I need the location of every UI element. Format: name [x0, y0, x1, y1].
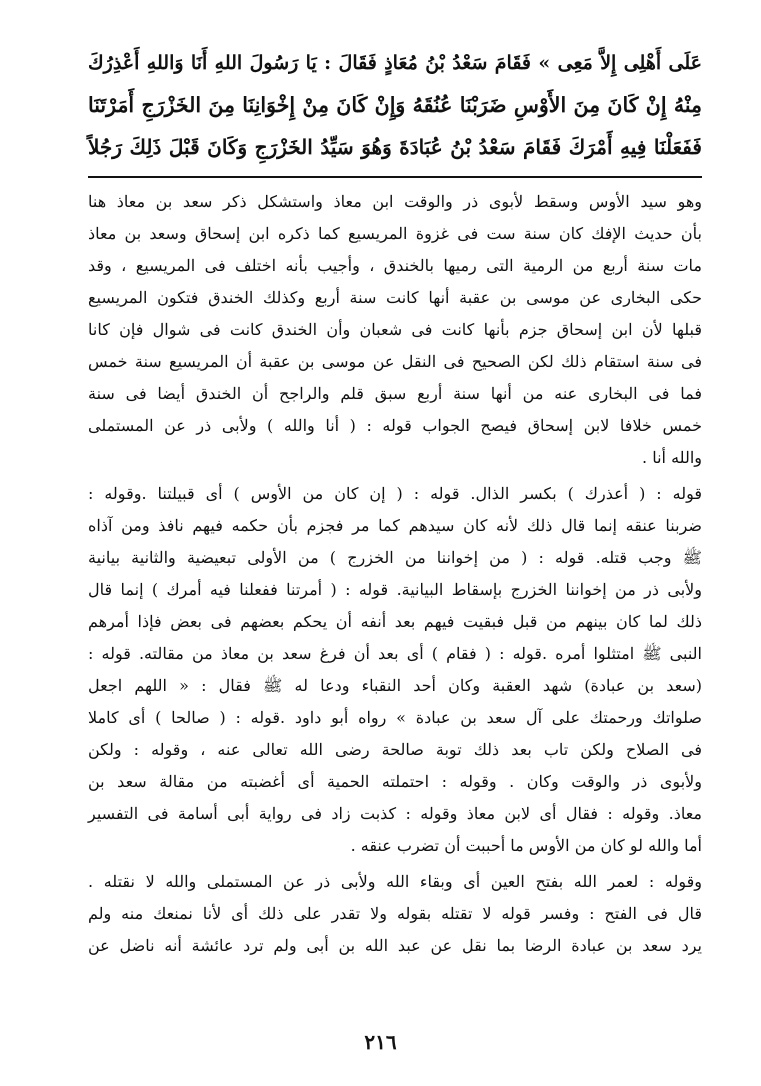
commentary-line: خمس خلافا لابن إسحاق فيصح الجواب قوله : ( أنا والله ) ولأبى ذر عن المستملى — [88, 416, 703, 435]
commentary-paragraph — [88, 866, 702, 962]
commentary-line: ﷺ وجب قتله. قوله : ( من إخواننا من الخزرج ) من الأولى تبعيضية والثانية بيانية — [88, 548, 702, 567]
commentary-line: ولأبى ذر من إخواننا الخزرج بإسقاط البيانية. قوله : ( أمرتنا ففعلنا فيه أمرك ) إنما قال — [88, 580, 702, 599]
commentary-line: فما فى البخارى عنه من أنها سنة أربع سبق قلم والراجح أن الخندق أيضا فى سنة — [88, 384, 702, 403]
commentary-line: مات سنة أربع من الرمية التى رميها بالخندق ، وأجيب بأنه اختلف فى المريسيع ، وقد — [88, 256, 702, 275]
hadith-line: مِنْهُ إِنْ كَانَ مِنَ الأَوْسِ ضَرَبْنَا عُنُقَهُ وَإِنْ كَانَ مِنْ إِخْوَانِنَا مِنَ الخَزْرَجِ أَمَرْتَنَا — [88, 93, 702, 117]
commentary-line: ذلك لما كان بينهم من قبل فبقيت فيهم بعد أنفه أن يحكم بعضهم فى بعض فإذا أمرهم — [88, 612, 702, 631]
commentary-line: النبى ﷺ امتثلوا أمره .قوله : ( فقام ) أى بعد أن فرغ سعد بن معاذ من مقالته. قوله : — [88, 644, 702, 663]
commentary-line: قوله : ( أعذرك ) بكسر الذال. قوله : ( إن كان من الأوس ) أى قبيلتنا .وقوله : — [88, 484, 702, 503]
page-number: ٢١٦ — [364, 1030, 397, 1054]
commentary-paragraph — [88, 478, 702, 862]
commentary-line: (سعد بن عبادة) شهد العقبة وكان أحد النقباء ودعا له ﷺ فقال : « اللهم اجعل — [88, 676, 702, 695]
commentary-line: والله أنا . — [642, 448, 702, 467]
hadith-text — [88, 42, 702, 168]
commentary-line: قال فى الفتح : وفسر قوله لا تقتله بقوله ولا تقدر على ذلك أى لأنا نمنعك منه ولم — [88, 904, 702, 923]
commentary-line: قبلها لأن ابن إسحاق جزم بأنها كانت فى شعبان وأن الخندق كانت فى شوال فإن كانا — [88, 320, 702, 339]
hadith-line: فَفَعَلْنَا فِيهِ أَمْرَكَ فَقَامَ سَعْدُ بْنُ عُبَادَةَ وَهُوَ سَيِّدُ الخَزْرَجِ وَكَانَ قَبْلَ ذَلِكَ رَجُلاً — [88, 135, 702, 159]
commentary — [88, 186, 702, 962]
commentary-line: فى سنة استقام ذلك لكن الصحيح فى النقل عن موسى بن عقبة أن المريسيع سنة خمس — [88, 352, 702, 371]
commentary-line: ضربنا عنقه إنما قال ذلك لأنه كان سيدهم كما مر فجزم بأن حكمه فيهم نافذ ومن آذاه — [88, 516, 702, 535]
commentary-line: بأن حديث الإفك كان سنة ست فى غزوة المريسيع كما ذكره ابن إسحاق وسعد بن معاذ — [88, 224, 702, 243]
commentary-line: صلواتك ورحمتك على آل سعد بن عبادة » رواه أبو داود .قوله : ( صالحا ) أى كاملا — [88, 708, 702, 727]
commentary-line: أما والله لو كان من الأوس ما أحببت أن تضرب عنقه . — [350, 836, 702, 855]
page-body — [88, 42, 702, 966]
commentary-line: فى الصلاح ولكن تاب بعد ذلك توبة صالحة رضى الله تعالى عنه ، وقوله : ولكن — [88, 740, 703, 759]
commentary-paragraph — [88, 186, 702, 474]
commentary-line: وهو سيد الأوس وسقط لأبوى ذر والوقت ابن معاذ واستشكل ذكر سعد بن معاذ هنا — [88, 192, 702, 211]
separator-rule — [88, 176, 702, 178]
hadith-line: عَلَى أَهْلِى إِلاَّ مَعِى » فَقَامَ سَعْدُ بْنُ مُعَاذٍ فَقَالَ : يَا رَسُولَ اللهِ أَنَا وَاللهِ أَعْذِرُكَ — [88, 52, 702, 74]
commentary-line: ولأبوى ذر والوقت وكان . وقوله : احتملته الحمية أى أغضبته من مقالة سعد بن — [88, 772, 702, 791]
commentary-line: حكى البخارى عن موسى بن عقبة أنها كانت سنة أربع وكذلك الخندق فتكون المريسيع — [88, 288, 702, 307]
commentary-line: وقوله : لعمر الله بفتح العين أى وبقاء الله ولأبى ذر عن المستملى والله لا نقتله . — [88, 872, 702, 891]
commentary-line: معاذ. وقوله : فقال أى لابن معاذ وقوله : كذبت زاد فى رواية أبى أسامة فى التفسير — [88, 804, 702, 823]
commentary-line: يرد سعد بن عبادة الرضا بما نقل عن عبد الله بن أبى ولم ترد عائشة أنه ناضل عن — [88, 936, 703, 955]
